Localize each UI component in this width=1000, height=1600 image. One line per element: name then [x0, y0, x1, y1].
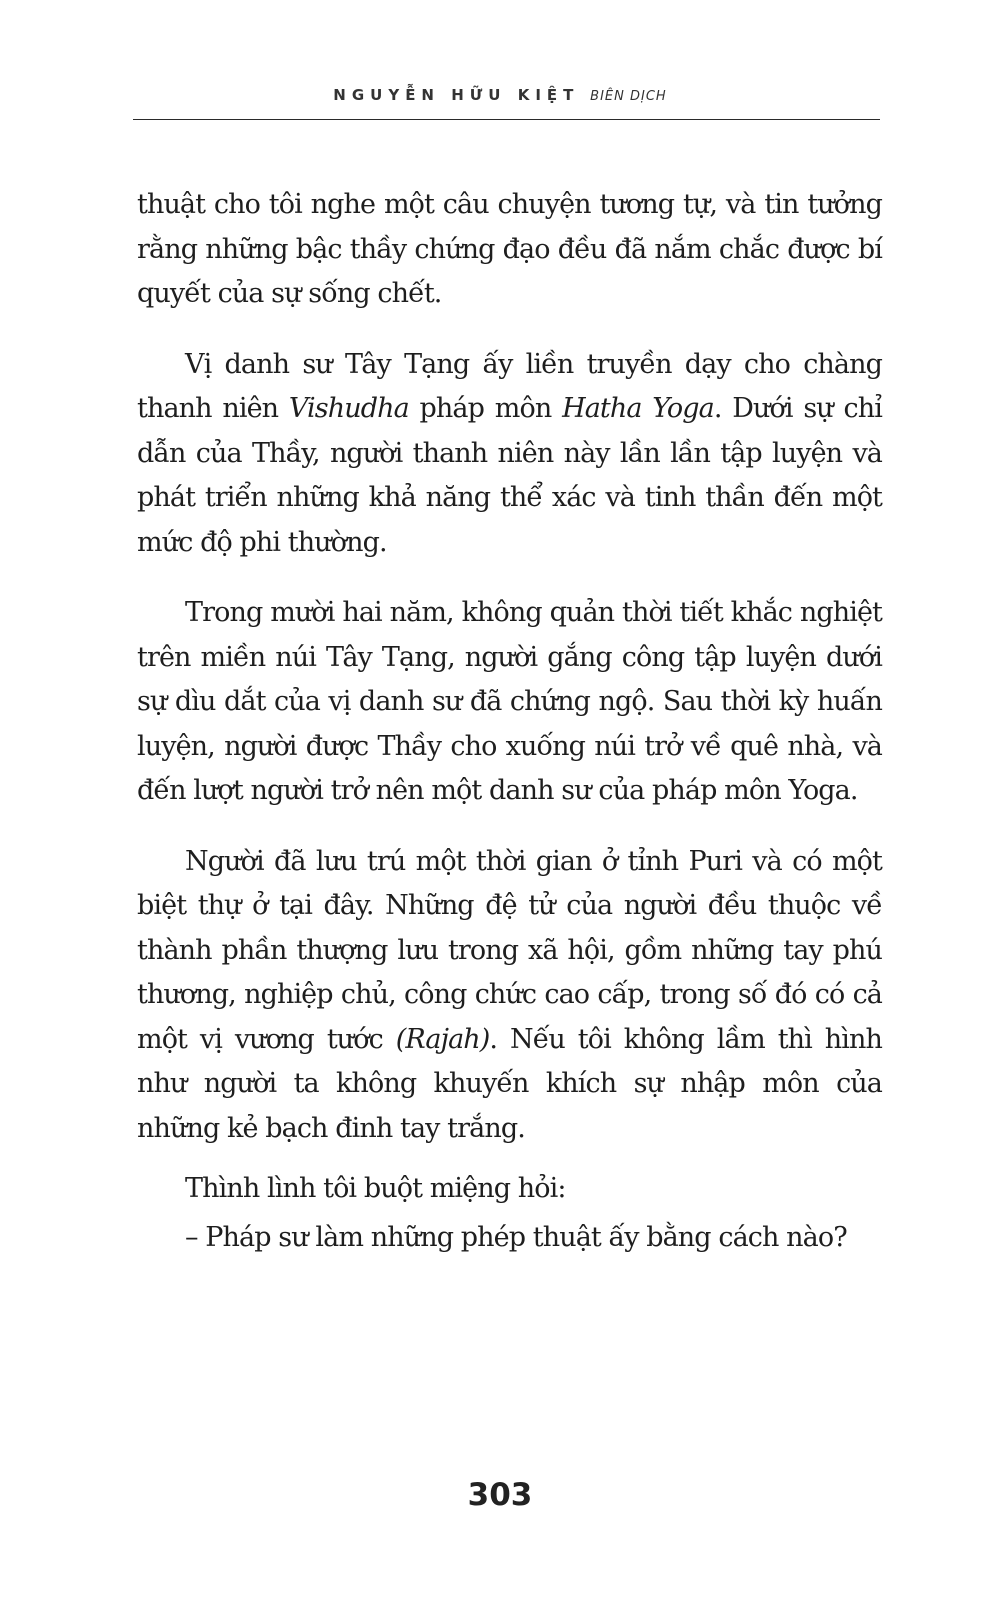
header-rule [133, 119, 880, 120]
paragraph-2 [137, 343, 882, 566]
header-role: BIÊN DỊCH [590, 89, 667, 104]
running-header [0, 86, 1000, 104]
page-body [137, 183, 882, 1260]
paragraph-2-text-c: pháp môn [408, 393, 563, 424]
paragraph-3: Trong mười hai năm, không quản thời tiết khắc nghiệt trên miền núi Tây Tạng, người gắng công tập luyện dưới sự dìu dắt của vị danh sư đã chứng ngộ. Sau thời kỳ huấn luyện, người được Thầy cho xuống núi trở về quê nhà, và đến lượt người trở nên một danh sư của pháp môn Yoga. [137, 597, 882, 806]
page-number: 303 [467, 1477, 533, 1513]
term-hatha-yoga: Hatha Yoga [562, 393, 714, 424]
paragraph-4 [137, 840, 882, 1152]
header-author: NGUYỄN HỮU KIỆT [333, 86, 580, 104]
term-vishudha: Vishudha [288, 393, 409, 424]
paragraph-5: Thình lình tôi buột miệng hỏi: [185, 1173, 566, 1204]
term-rajah: (Rajah) [395, 1023, 490, 1055]
paragraph-2-text-a: Vị danh sư Tây Tạng ấy liền truyền dạy cho chàng thanh niên [137, 348, 882, 424]
paragraph-2-text-e: . Dưới sự chỉ dẫn của Thầy, người thanh niên này lần lần tập luyện và phát triển những khả năng thể xác và tinh thần đến một mức độ phi thường. [137, 393, 882, 558]
dialog-line: – Pháp sư làm những phép thuật ấy bằng cách nào? [185, 1221, 847, 1253]
paragraph-4-text-a: Người đã lưu trú một thời gian ở tỉnh Puri và có một biệt thự ở tại đây. Những đệ tử của người đều thuộc về thành phần thượng lưu trong xã hội, gồm những tay phú thương, nghiệp chủ, công chức cao cấp, trong số đó có cả một vị vương tước [137, 845, 882, 1055]
paragraph-4-text-c: . Nếu tôi không lầm thì hình như người ta không khuyến khích sự nhập môn của những kẻ bạch đinh tay trắng. [137, 1023, 882, 1144]
paragraph-1: thuật cho tôi nghe một câu chuyện tương tự, và tin tưởng rằng những bậc thầy chứng đạo đều đã nắm chắc được bí quyết của sự sống chết. [137, 189, 882, 309]
